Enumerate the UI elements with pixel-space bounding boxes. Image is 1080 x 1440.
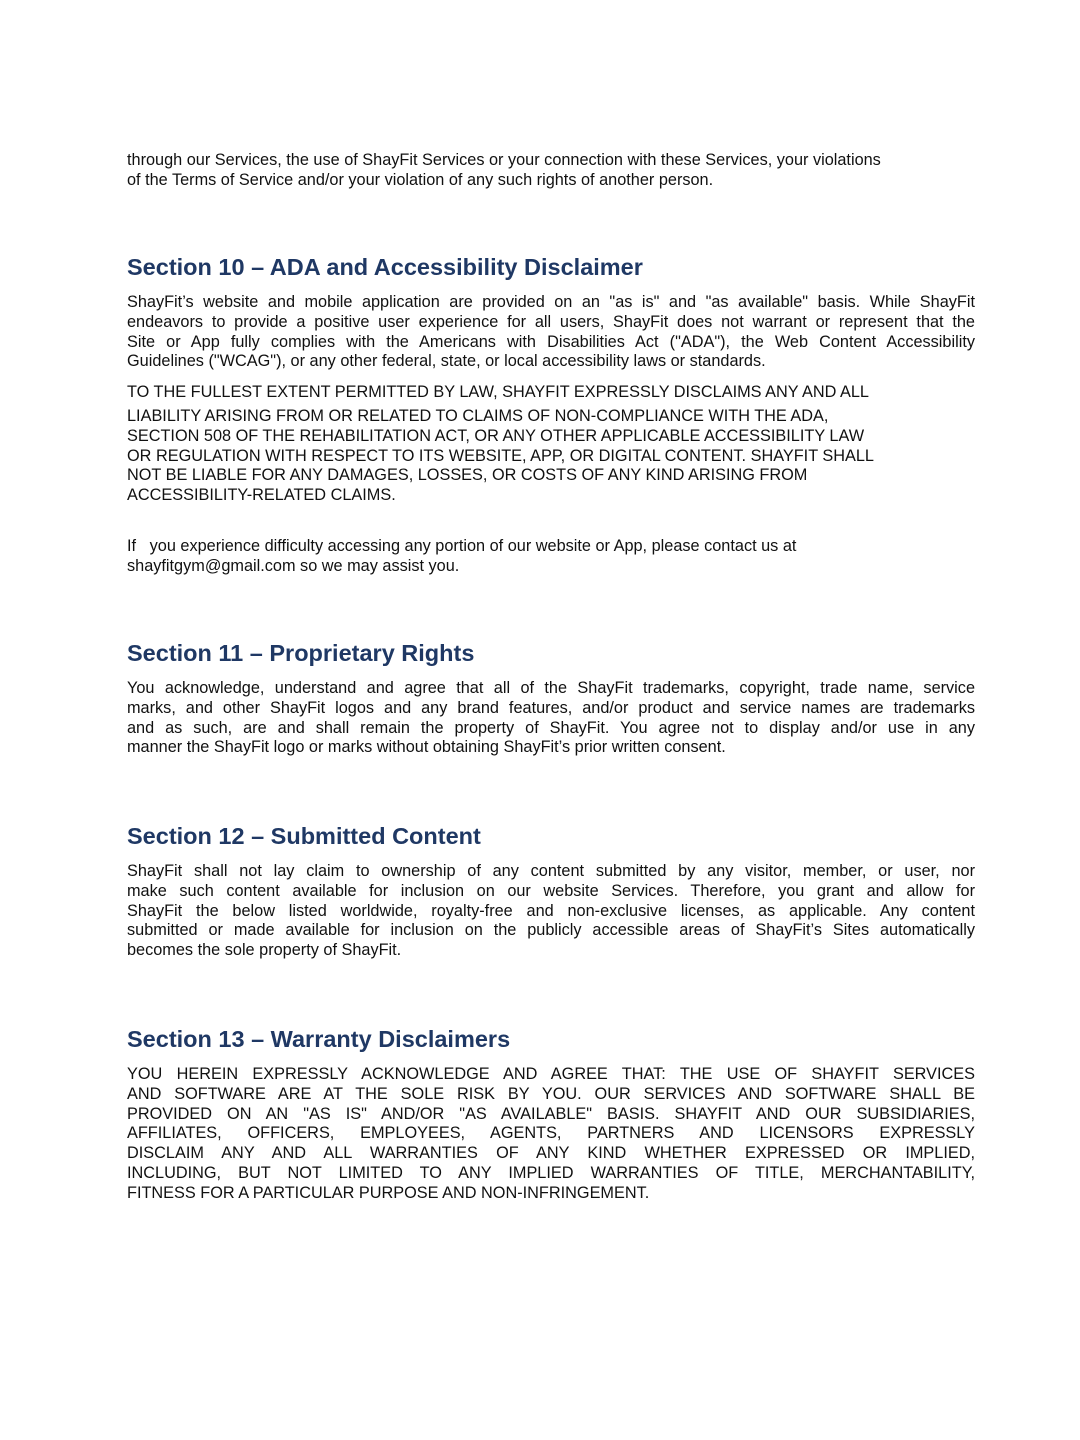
text-line: ACCESSIBILITY-RELATED CLAIMS. <box>127 486 396 505</box>
text-line: Guidelines ("WCAG"), or any other federal, state, or local accessibility laws or standards. <box>127 352 766 371</box>
text-line: AND SOFTWARE ARE AT THE SOLE RISK BY YOU. OUR SERVICES AND SOFTWARE SHALL BE <box>127 1084 975 1103</box>
text-line: ShayFit shall not lay claim to ownership of any content submitted by any visitor, member, or user, nor <box>127 862 975 880</box>
text-line: endeavors to provide a positive user experience for all users, ShayFit does not warrant or represent that the <box>127 312 975 331</box>
text-line: PROVIDED ON AN "AS IS" AND/OR "AS AVAILABLE" BASIS. SHAYFIT AND OUR SUBSIDIARIES, <box>127 1104 975 1123</box>
section-10-paragraph-1 <box>127 293 975 372</box>
text-line: ShayFit’s website and mobile application are provided on an "as is" and "as available" basis. While ShayFit <box>127 293 975 311</box>
section-12-paragraph <box>127 862 975 961</box>
section-12-heading: Section 12 – Submitted Content <box>127 823 481 849</box>
text-line: through our Services, the use of ShayFit Services or your connection with these Services, your violations <box>127 151 881 169</box>
text-line: of the Terms of Service and/or your violation of any such rights of another person. <box>127 170 714 189</box>
text-line: You acknowledge, understand and agree that all of the ShayFit trademarks, copyright, trade name, service <box>127 679 975 697</box>
section-11-paragraph <box>127 679 975 758</box>
text-line: becomes the sole property of ShayFit. <box>127 941 402 960</box>
section-10-heading: Section 10 – ADA and Accessibility Disclaimer <box>127 254 643 280</box>
text-line: make such content available for inclusion on our website Services. Therefore, you grant and allow for <box>127 881 975 900</box>
text-line: FITNESS FOR A PARTICULAR PURPOSE AND NON-INFRINGEMENT. <box>127 1183 650 1202</box>
text-line: TO THE FULLEST EXTENT PERMITTED BY LAW, SHAYFIT EXPRESSLY DISCLAIMS ANY AND ALL <box>127 383 869 401</box>
text-line: submitted or made available for inclusion on the publicly accessible areas of ShayFit’s Sites automatically <box>127 921 975 940</box>
section-13-paragraph <box>127 1065 975 1204</box>
text-line: DISCLAIM ANY AND ALL WARRANTIES OF ANY KIND WHETHER EXPRESSED OR IMPLIED, <box>127 1144 975 1163</box>
text-line: NOT BE LIABLE FOR ANY DAMAGES, LOSSES, OR COSTS OF ANY KIND ARISING FROM <box>127 466 808 485</box>
section-11-heading: Section 11 – Proprietary Rights <box>127 640 475 666</box>
text-line: INCLUDING, BUT NOT LIMITED TO ANY IMPLIED WARRANTIES OF TITLE, MERCHANTABILITY, <box>127 1163 975 1182</box>
section-13-heading: Section 13 – Warranty Disclaimers <box>127 1026 511 1052</box>
text-line: ShayFit the below listed worldwide, royalty-free and non-exclusive licenses, as applicable. Any content <box>127 901 975 920</box>
intro-paragraph <box>127 151 975 191</box>
text-line: YOU HEREIN EXPRESSLY ACKNOWLEDGE AND AGREE THAT: THE USE OF SHAYFIT SERVICES <box>127 1065 975 1083</box>
text-line: Site or App fully complies with the Americans with Disabilities Act ("ADA"), the Web Content Accessibility <box>127 332 975 351</box>
text-line: marks, and other ShayFit logos and any brand features, and/or product and service names are trademarks <box>127 698 975 717</box>
text-line: manner the ShayFit logo or marks without obtaining ShayFit’s prior written consent. <box>127 738 726 757</box>
text-line: and as such, are and shall remain the property of ShayFit. You agree not to display and/or use in any <box>127 718 975 737</box>
text-line: LIABILITY ARISING FROM OR RELATED TO CLAIMS OF NON-COMPLIANCE WITH THE ADA, <box>127 407 829 425</box>
section-10-paragraph-2 <box>127 383 975 506</box>
section-10-paragraph-3 <box>127 537 975 577</box>
text-line: If you experience difficulty accessing any portion of our website or App, please contact us at <box>127 537 797 555</box>
contact-email-line: shayfitgym@gmail.com so we may assist you. <box>127 556 460 575</box>
text-line: OR REGULATION WITH RESPECT TO ITS WEBSITE, APP, OR DIGITAL CONTENT. SHAYFIT SHALL <box>127 446 874 465</box>
text-line: SECTION 508 OF THE REHABILITATION ACT, OR ANY OTHER APPLICABLE ACCESSIBILITY LAW <box>127 426 865 445</box>
text-line: AFFILIATES, OFFICERS, EMPLOYEES, AGENTS, PARTNERS AND LICENSORS EXPRESSLY <box>127 1124 975 1143</box>
